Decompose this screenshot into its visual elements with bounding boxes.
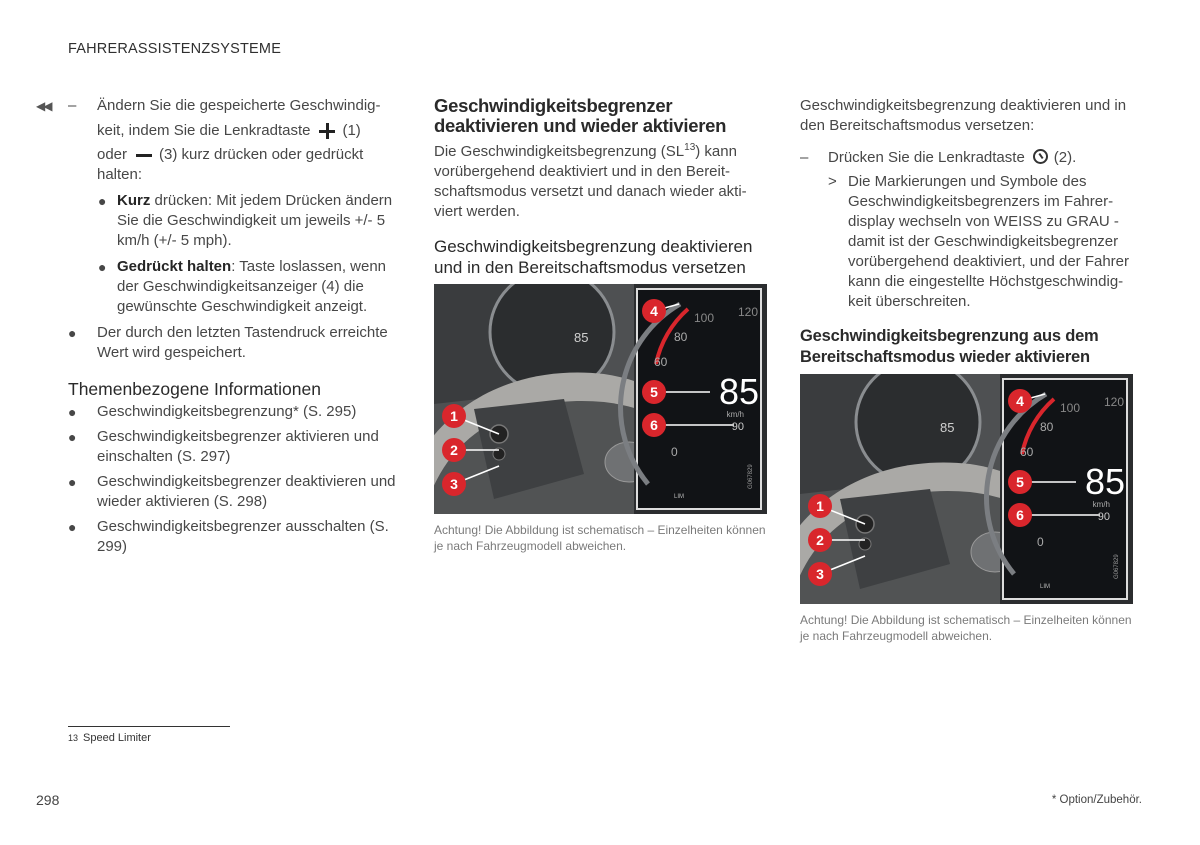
section-title: Geschwindigkeitsbegrenzer deaktivieren und wieder aktivieren [434, 95, 727, 136]
instruction-step [800, 148, 1140, 168]
related-link[interactable]: ● Geschwindigkeitsbegrenzer deaktivieren und wieder aktivieren (S. 298) [68, 473, 396, 510]
intro-text: Geschwindigkeitsbegrenzung deaktivieren und in den Bereitschaftsmodus versetzen: [800, 97, 1127, 134]
set-speed: 90 [1097, 511, 1110, 523]
subsection-title: Geschwindigkeitsbegrenzung deaktivieren und in den Bereitschaftsmodus versetzen [434, 237, 753, 277]
speed-big: 85 [1084, 461, 1125, 502]
callout-3: 3 [816, 566, 824, 582]
instruction-item [36, 96, 398, 185]
dash-marker: – [800, 149, 809, 166]
figure-code: G067829 [1114, 554, 1120, 579]
set-speed: 90 [731, 421, 744, 433]
callout-2: 2 [816, 532, 824, 548]
column-right [800, 96, 1140, 644]
related-info-heading: Themenbezogene Informationen [68, 379, 321, 399]
scale-100: 100 [1060, 401, 1081, 415]
sub-bullet-list [36, 191, 398, 317]
related-link-text[interactable]: Geschwindigkeitsbegrenzer deaktivieren und wieder aktivieren (S. 298) [97, 473, 396, 510]
sub-bullet-text: : Taste loslassen, wenn der Geschwindigkeitsanzeiger (4) die gewünschte Geschwindigkeit anzeigt. [117, 258, 387, 315]
scale-80: 80 [1040, 420, 1054, 434]
intro-text: Die Geschwindigkeitsbegrenzung (SL [434, 143, 685, 160]
instruction-line: (3) kurz drücken oder gedrückt [159, 146, 364, 163]
callout-5: 5 [1016, 474, 1024, 490]
related-link[interactable]: ● Geschwindigkeitsbegrenzung* (S. 295) [68, 403, 357, 420]
related-link-text[interactable]: Geschwindigkeitsbegrenzung* (S. 295) [97, 403, 357, 420]
list-item: ● Der durch den letzten Tastendruck erreichte Wert wird gespeichert. [68, 324, 388, 361]
speed-big: 85 [718, 371, 759, 412]
figure-graphic [800, 374, 1133, 604]
sub-bullet-item: ● Gedrückt halten: Taste loslassen, wenn der Geschwindigkeitsanzeiger (4) die gewünschte Geschwindigkeit anzeigt. [98, 258, 387, 315]
minus-icon [135, 148, 153, 162]
callout-1: 1 [450, 408, 458, 424]
speed-small: 85 [940, 420, 955, 435]
instruction-line: oder [97, 146, 128, 163]
speed-unit: km/h [1092, 500, 1110, 509]
speed-limiter-icon [1033, 149, 1048, 164]
related-link[interactable]: ● Geschwindigkeitsbegrenzer aktivieren und einschalten (S. 297) [68, 428, 379, 465]
scale-0: 0 [1037, 535, 1044, 549]
scale-100: 100 [694, 311, 715, 325]
sub-bullet-text: drücken: Mit jedem Drücken ändern Sie die Geschwindigkeit um jeweils +/- 5 km/h (+/- 5 mph). [117, 192, 393, 249]
instruction-line: halten: [97, 166, 143, 183]
callout-6: 6 [650, 417, 658, 433]
callout-4: 4 [1016, 393, 1024, 409]
scale-80: 80 [674, 330, 688, 344]
callout-5: 5 [650, 384, 658, 400]
list-item-text: Der durch den letzten Tastendruck erreichte Wert wird gespeichert. [97, 324, 388, 361]
footnote-text: Speed Limiter [83, 732, 151, 744]
scale-120: 120 [738, 305, 759, 319]
result-item [800, 172, 1140, 312]
related-link[interactable]: ● Geschwindigkeitsbegrenzer ausschalten (S. 299) [68, 518, 389, 555]
sub-bullet-bold: Gedrückt halten [117, 258, 232, 275]
instruction-line: keit, indem Sie die Lenkradtaste [97, 122, 311, 139]
scale-60: 60 [654, 355, 668, 369]
callout-6: 6 [1016, 507, 1024, 523]
result-text: Die Markierungen und Symbole des Geschwindigkeitsbegrenzers im Fahrer-display wechseln von WEISS zu GRAU - damit ist der Geschwindigkeitsbegrenzer vorübergehend deaktiviert, und der Fahrer kann die eingestellte Höchstgeschwindig-keit überschreiten. [848, 173, 1130, 310]
footnote-number: 13 [68, 733, 79, 743]
callout-1: 1 [816, 498, 824, 514]
figure-caption: Achtung! Die Abbildung ist schematisch – Einzelheiten können je nach Fahrzeugmodell abweichen. [800, 613, 1132, 643]
steering-wheel-figure [800, 374, 1133, 604]
related-link-text[interactable]: Geschwindigkeitsbegrenzer aktivieren und einschalten (S. 297) [97, 428, 379, 465]
dash-marker: – [68, 97, 77, 114]
footnote-divider [68, 726, 230, 727]
sub-bullet-item: ● Kurz drücken: Mit jedem Drücken ändern Sie die Geschwindigkeit um jeweils +/- 5 km/h (+/- 5 mph). [98, 192, 393, 249]
speed-small: 85 [574, 330, 589, 345]
callout-3: 3 [450, 476, 458, 492]
step-text: Drücken Sie die Lenkradtaste [828, 149, 1025, 166]
option-note: * Option/Zubehör. [1051, 794, 1142, 806]
column-left [36, 96, 398, 562]
step-text: (2). [1053, 149, 1077, 166]
instruction-line: (1) [342, 122, 361, 139]
lim-label: LIM [1040, 584, 1051, 590]
intro-text: ) kann vorübergehend deaktiviert und in den Bereit-schaftsmodus versetzt und danach wieder akti-viert werden. [434, 143, 747, 220]
footnote-ref[interactable]: 13 [684, 142, 696, 153]
footnote [68, 732, 151, 744]
continued-marker: ◀◀ [36, 99, 51, 113]
instruction-line: Ändern Sie die gespeicherte Geschwindig- [97, 97, 381, 114]
scale-120: 120 [1104, 395, 1125, 409]
page-number: 298 [36, 792, 60, 808]
lim-label: LIM [674, 494, 685, 500]
figure-caption: Achtung! Die Abbildung ist schematisch – Einzelheiten können je nach Fahrzeugmodell abweichen. [434, 523, 766, 553]
page-header: FAHRERASSISTENZSYSTEME [68, 41, 282, 57]
sub-bullet-bold: Kurz [117, 192, 151, 209]
speed-unit: km/h [726, 410, 744, 419]
result-marker: > [828, 173, 837, 190]
related-link-text[interactable]: Geschwindigkeitsbegrenzer ausschalten (S. 299) [97, 518, 389, 555]
callout-4: 4 [650, 303, 658, 319]
callout-2: 2 [450, 442, 458, 458]
scale-60: 60 [1020, 445, 1034, 459]
subsection-title: Geschwindigkeitsbegrenzung aus dem Bereitschaftsmodus wieder aktivieren [800, 327, 1099, 366]
intro-paragraph [434, 142, 769, 222]
column-middle [434, 96, 769, 554]
plus-icon [318, 124, 336, 138]
steering-wheel-figure [434, 284, 767, 514]
figure-code: G067829 [748, 464, 754, 489]
figure-graphic [434, 284, 767, 514]
scale-0: 0 [671, 445, 678, 459]
